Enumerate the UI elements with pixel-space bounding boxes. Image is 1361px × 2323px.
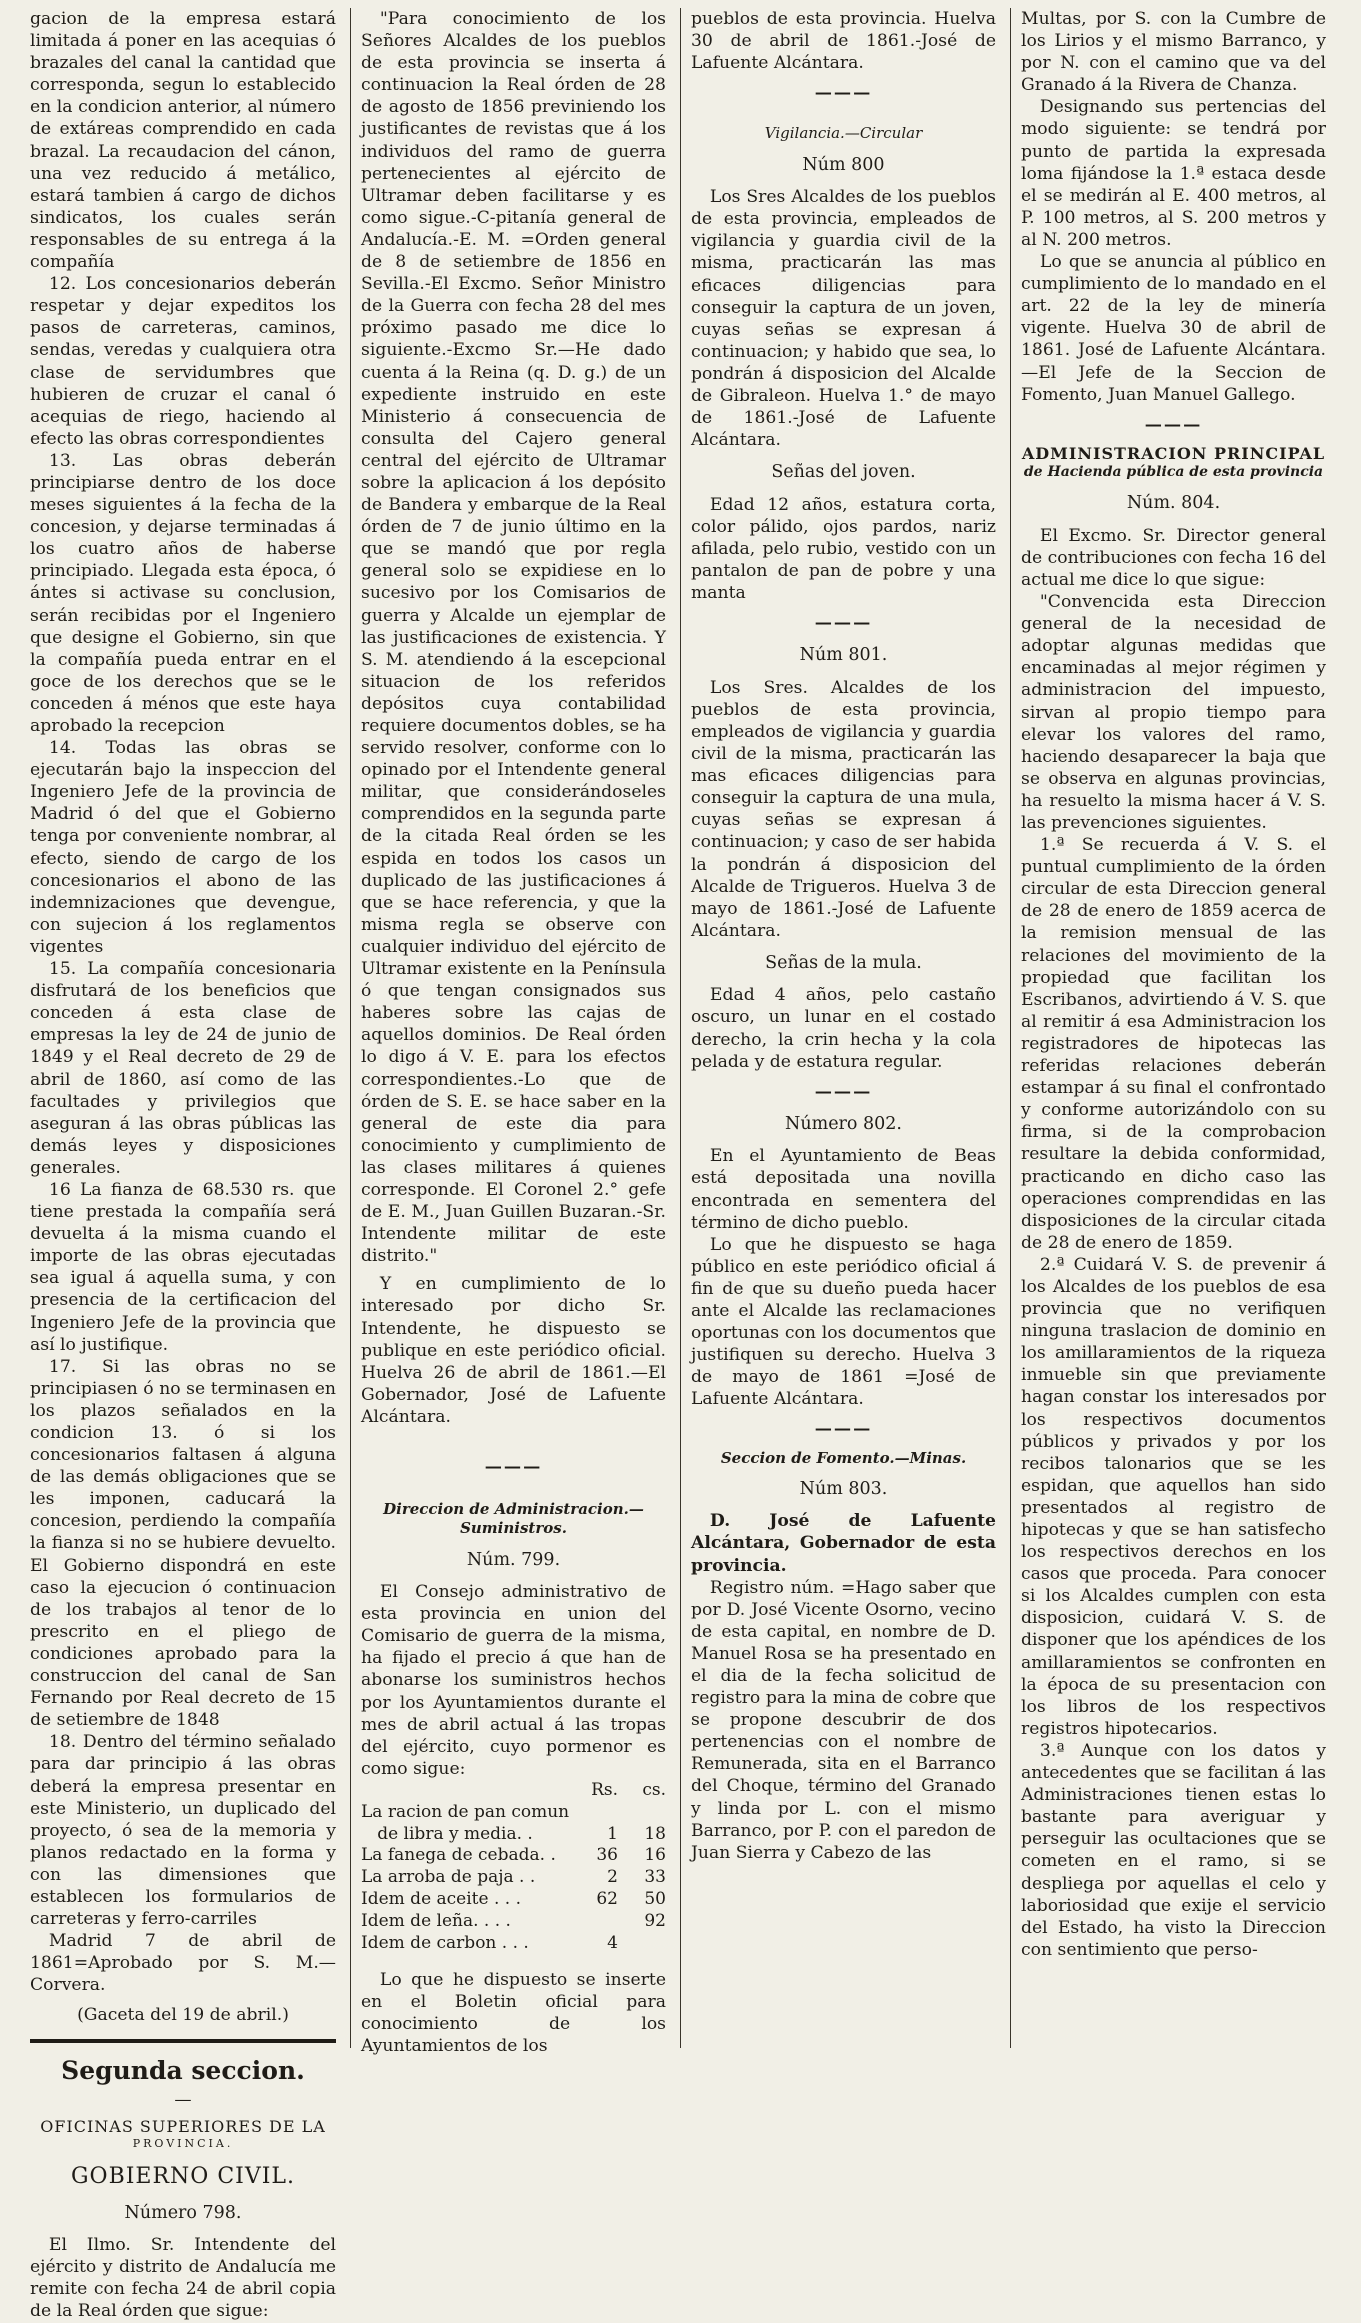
number-802: Número 802. <box>785 1113 902 1134</box>
condition-18: 18. Dentro del término señalado para dar principio á las obras deberá la empresa presentar en este Ministerio, un duplicado del proyecto, ó sea de la memoria y planos redactado en la forma y con las dimensiones que establecen los formularios de carreteras y ferro-carriles <box>30 1732 336 1930</box>
paragraph: Multas, por S. con la Cumbre de los Lirios y el mismo Barranco, y por N. con el camino que va del Granado á la Rivera de Chanza. <box>1021 9 1326 96</box>
paragraph-798: El Ilmo. Sr. Intendente del ejército y distrito de Andalucía me remite con fecha 24 de abril copia de la Real órden que sigue: <box>30 2235 336 2322</box>
column-3 <box>680 8 1010 2048</box>
column-4 <box>1010 8 1340 2048</box>
paragraph: "Convencida esta Direccion general de la necesidad de adoptar algunas medidas que encaminadas al mejor régimen y administracion del impuesto, sirvan al propio tiempo para elevar los valores del ramo, haciendo desaparecer la baja que se observa en algunas provincias, ha resuelto la misma hacer á V. S. las prevenciones siguientes. <box>1021 592 1326 834</box>
paragraph: Lo que he dispuesto se haga público en este periódico oficial á fin de que su dueño pueda hacer ante el Alcalde las reclamaciones oportunas con los documentos que justifiquen su derecho. Huelva 3 de mayo de 1861 =José de Lafuente Alcántara. <box>691 1234 996 1410</box>
paragraph: Y en cumplimiento de lo interesado por dicho Sr. Intendente, he dispuesto se publique en este periódico oficial. Huelva 26 de abril de 1861.—El Gobernador, José de Lafuente Alcántara. <box>361 1274 666 1427</box>
paragraph-799: El Consejo administrativo de esta provincia en union del Comisario de guerra de la misma, ha fijado el precio á que han de abonarse los suministros hechos por los Ayuntamientos durante el mes de abril actual á las tropas del ejército, cuyo pormenor es como sigue: <box>361 1582 666 1779</box>
section-rule <box>30 2039 336 2043</box>
condition-16: 16 La fianza de 68.530 rs. que tiene prestada la compañía será devuelta á la misma cuando el importe de las obras ejecutadas sea igual á aquella suma, y con presencia de la certificacion del Ingeniero Jefe de la provincia que así lo justifique. <box>30 1179 336 1355</box>
number-803: Núm 803. <box>799 1478 888 1499</box>
number-800: Núm 800 <box>802 154 885 175</box>
paragraph-800: Los Sres Alcaldes de los pueblos de esta provincia, empleados de vigilancia y guardia civil de la misma, practicarán las mas eficaces diligencias para conseguir la captura de un joven, cuyas señas se expresan á continuacion; y habido que sea, lo pondrán á disposicion del Alcalde de Gibraleon. Huelva 1.° de mayo de 1861.-José de Lafuente Alcántara. <box>691 187 996 451</box>
table-row: Idem de carbon . . . 4 <box>361 1932 618 1953</box>
paragraph: Designando sus pertencias del modo siguiente: se tendrá por punto de partida la expresada loma fijándose la 1.ª estaca desde el se medirán al E. 400 metros, al P. 100 metros, al S. 200 metros y al N. 200 metros. <box>1021 97 1326 250</box>
condition-13: 13. Las obras deberán principiarse dentro de los doce meses siguientes á la fecha de la concesion, y dejarse terminadas á los cuatro años de haberse principiado. Llegada esta época, ó ántes si activase su conclusion, serán recibidas por el Ingeniero que designe el Gobierno, sin que la compañía pueda entrar en el goce de los derechos que se le conceden á ménos que este haya aprobado la recepcion <box>30 450 336 736</box>
oficinas-heading: OFICINAS SUPERIORES DE LA <box>40 2116 326 2136</box>
fomento-heading: Seccion de Fomento.—Minas. <box>720 1448 967 1467</box>
vigilancia-heading: Vigilancia.—Circular <box>764 124 923 143</box>
prevencion-2: 2.ª Cuidará V. S. de prevenir á los Alcaldes de los pueblos de esa provincia que no verifiquen ninguna traslacion de dominio en los amillaramientos de la riqueza inmueble sin que previamente hagan constar los interesados por los respectivos documentos públicos y privados y por los recibos talonarios que se les espidan, que aquellos han sido presentados al registro de hipotecas y que se han satisfecho los respectivos derechos en los casos que proceda. Para conocer si los Alcaldes cumplen con esta disposicion, cuidará V. S. de disponer que los apéndices de los amillaramientos se confronten en la época de su presentacion con los libros de los respectivos registros hipotecarios. <box>1021 1254 1326 1739</box>
signature-line: Madrid 7 de abril de 1861=Aprobado por S. M.—Corvera. <box>30 1931 336 1996</box>
table-row: de libra y media. . 1 18 <box>361 1823 666 1844</box>
hacienda-heading: de Hacienda pública de esta provincia <box>1023 464 1324 481</box>
number-799: Núm. 799. <box>466 1549 561 1570</box>
paragraph-802: En el Ayuntamiento de Beas está depositada una novilla encontrada en sementera del término de dicho pueblo. <box>691 1146 996 1233</box>
gobierno-heading: GOBIERNO CIVIL. <box>70 2164 296 2190</box>
table-row: La arroba de paja . . 2 33 <box>361 1867 666 1888</box>
table-row: La fanega de cebada. . 36 16 <box>361 1845 666 1866</box>
separator: ——— <box>484 1457 543 1477</box>
separator: ——— <box>814 83 873 104</box>
condition-17: 17. Si las obras no se principiasen ó no se terminasen en los plazos señalados en la condicion 13. ó si los concesionarios faltasen á alguna de las demás obligaciones que se les imponen, caducará la concesion, perdiendo la compañía la fianza si no se hubiere devuelto. El Gobierno dispondrá en este caso la ejecucion ó continuacion de los trabajos al tenor de lo prescrito en el pliego de condiciones aprobado para la construccion del canal de San Fernando por Real decreto de 15 de setiembre de 1848 <box>30 1356 336 1731</box>
dash: — <box>174 2089 192 2110</box>
senas-joven-heading: Señas del joven. <box>771 462 916 483</box>
table-row: Idem de aceite . . . 62 50 <box>361 1889 666 1910</box>
provincia-heading: PROVINCIA. <box>132 2137 234 2151</box>
paragraph-803: Registro núm. =Hago saber que por D. José Vicente Osorno, vecino de esta capital, en nombre de D. Manuel Rosa se ha presentado en el dia de la fecha solicitud de registro para la mina de cobre que se propone descubrir de dos pertenencias con el nombre de Remunerada, sita en el Barranco del Choque, término del Granado y linda por L. con el mismo Barranco, por P. con el paredon de Juan Sierra y Cabezo de las <box>691 1577 996 1863</box>
table-row: La racion de pan comun <box>361 1801 570 1822</box>
rs-header: Rs. <box>591 1779 618 1800</box>
paragraph: gacion de la empresa estará limitada á poner en las acequias ó brazales del canal la cantidad que corresponda, segun lo establecido en la condicion anterior, al número de extáreas comprendido en cada brazal. La recaudacion del cánon, una vez reducido á metálico, estará tambien á cargo de dichos sindicatos, los cuales serán responsables de su entrega á la compañía <box>30 9 336 273</box>
direccion-heading: Direccion de Administracion.—Suministros. <box>383 1500 644 1538</box>
gaceta-note: (Gaceta del 19 de abril.) <box>77 2005 289 2026</box>
paragraph: Edad 4 años, pelo castaño oscuro, un lunar en el costado derecho, la crin hecha y la cola pelada y de estatura regular. <box>691 985 996 1072</box>
column-2 <box>350 8 680 2056</box>
paragraph: Lo que he dispuesto se inserte en el Boletin oficial para conocimiento de los Ayuntamientos de los <box>361 1969 666 2056</box>
number-804: Núm. 804. <box>1126 493 1221 514</box>
paragraph: Edad 12 años, estatura corta, color pálido, ojos pardos, nariz afilada, pelo rubio, vestido con un pantalon de pan de pobre y una manta <box>691 494 996 604</box>
administracion-heading: ADMINISTRACION PRINCIPAL <box>1021 443 1326 463</box>
separator: ——— <box>1144 414 1203 435</box>
senas-mula-heading: Señas de la mula. <box>765 952 922 973</box>
section-heading: Segunda seccion. <box>61 2055 305 2085</box>
paragraph-804: El Excmo. Sr. Director general de contribuciones con fecha 16 del actual me dice lo que sigue: <box>1021 525 1326 590</box>
condition-14: 14. Todas las obras se ejecutarán bajo la inspeccion del Ingeniero Jefe de la provincia de Madrid ó del que el Gobierno tenga por conveniente nombrar, al efecto, siendo de cargo de los concesionarios el abono de las indemnizaciones que devengue, con sujecion á los reglamentos vigentes <box>30 738 336 957</box>
separator: ——— <box>814 1419 873 1440</box>
column-1 <box>20 8 350 2322</box>
paragraph-801: Los Sres. Alcaldes de los pueblos de esta provincia, empleados de vigilancia y guardia civil de la misma, practicarán las mas eficaces diligencias para conseguir la captura de una mula, cuyas señas se expresan á continuacion; y caso de ser habida la pondrán á disposicion del Alcalde de Trigueros. Huelva 3 de mayo de 1861.-José de Lafuente Alcántara. <box>691 677 996 941</box>
condition-15: 15. La compañía concesionaria disfrutará de los beneficios que conceden á esta clase de empresas la ley de 24 de junio de 1849 y el Real decreto de 29 de abril de 1860, así como de las facultades y privilegios que aseguran á las obras públicas las demás leyes y disposiciones generales. <box>30 959 336 1178</box>
separator: ——— <box>814 613 873 634</box>
number-801: Núm 801. <box>799 645 888 666</box>
paragraph: D. José de Lafuente Alcántara, Gobernador de esta provincia. <box>691 1511 996 1576</box>
price-table <box>361 1780 666 1955</box>
table-row: Idem de leña. . . . 92 <box>361 1911 666 1932</box>
paragraph: pueblos de esta provincia. Huelva 30 de abril de 1861.-José de Lafuente Alcántara. <box>691 9 996 74</box>
condition-12: 12. Los concesionarios deberán respetar y dejar expeditos los pasos de carreteras, caminos, sendas, veredas y cualquiera otra clase de servidumbres que hubieren de cruzar el canal ó acequias de riego, haciendo al efecto las obras correspondientes <box>30 274 336 449</box>
separator: ——— <box>814 1081 873 1102</box>
cs-header: cs. <box>642 1779 666 1800</box>
prevencion-3: 3.ª Aunque con los datos y antecedentes que se facilitan á las Administraciones tienen estas lo bastante para averiguar y perseguir las ocultaciones que se cometen en el ramo, si se despliega por aquellas el celo y laboriosidad que exije el servicio del Estado, ha visto la Direccion con sentimiento que perso- <box>1021 1740 1326 1960</box>
real-orden-text: "Para conocimiento de los Señores Alcaldes de los pueblos de esta provincia se inserta á continuacion la Real órden de 28 de agosto de 1856 previniendo los justificantes de revistas que á los individuos del ramo de guerra pertenecientes al ejército de Ultramar deben facilitarse y es como sigue.-C-pitanía general de Andalucía.-E. M. =Orden general de 8 de setiembre de 1856 en Sevilla.-El Excmo. Señor Ministro de la Guerra con fecha 28 del mes próximo pasado me dice lo siguiente.-Excmo Sr.—He dado cuenta á la Reina (q. D. g.) de un expediente instruido en este Ministerio á consecuencia de consulta del Cajero general central del ejército de Ultramar sobre la aplicacion á los depósito de Bandera y embarque de la Real órden de 7 de junio último en la que se mandó que por regla general solo se expidiese en lo sucesivo por los Comisarios de guerra y Alcalde un ejemplar de las justificaciones de existencia. Y S. M. atendiendo á la escepcional situacion de los referidos depósitos cuya contabilidad requiere documentos dobles, se ha servido resolver, conforme con lo opinado por el Intendente general militar, que considerándoseles comprendidos en la segunda parte de la citada Real órden se les espida en todos los casos un duplicado de las justificaciones á que se hace referencia, y que la misma regla se observe con cualquier individuo del ejército de Ultramar existente en la Península ó que tengan consignados sus haberes sobre las cajas de aquellos dominios. De Real órden lo digo á V. E. para los efectos correspondientes.-Lo que de órden de S. E. se hace saber en la general de este dia para conocimiento y cumplimiento de las clases militares á quienes corresponde. El Coronel 2.° gefe de E. M., Juan Guillen Buzaran.-Sr. Intendente militar de este distrito." <box>361 9 666 1267</box>
prevencion-1: 1.ª Se recuerda á V. S. el puntual cumplimiento de la órden circular de esta Direccion general de 28 de enero de 1859 acerca de la remision mensual de las relaciones del movimiento de la propiedad que facilitan los Escribanos, advirtiendo á V. S. que al remitir á esa Administracion los registradores de hipotecas las referidas relaciones deberán estampar á su final el confrontado y conforme autorizándolo con su firma, si de la comprobacion resultare la debida conformidad, practicando en dicho caso las operaciones comprendidas en las disposiciones de la circular citada de 28 de enero de 1859. <box>1021 835 1326 1253</box>
paragraph: Lo que se anuncia al público en cumplimiento de lo mandado en el art. 22 de la ley de minería vigente. Huelva 30 de abril de 1861. José de Lafuente Alcántara.—El Jefe de la Seccion de Fomento, Juan Manuel Gallego. <box>1021 252 1326 405</box>
number-798: Número 798. <box>124 2202 242 2223</box>
